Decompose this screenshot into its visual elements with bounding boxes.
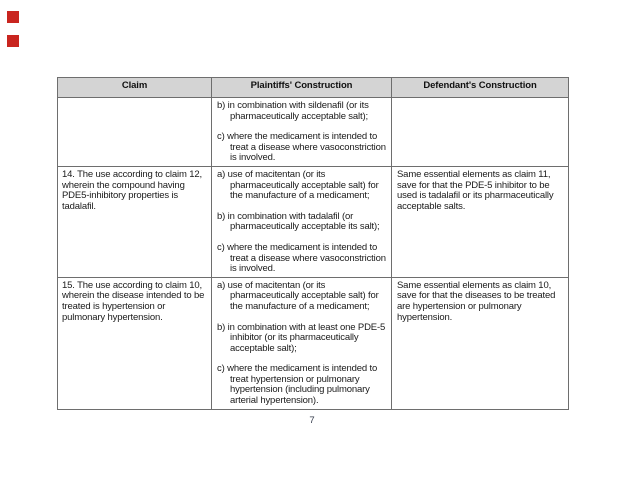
red-square-marker-bottom [7, 35, 19, 47]
construction-item-a: a) use of macitentan (or its pharmaceutically acceptable salt) for the manufacture of a medicament; [217, 279, 379, 312]
table-row-claim14 [58, 166, 569, 277]
construction-item-b: b) in combination with tadalafil (or pharmaceutically acceptable its salt); [217, 210, 380, 233]
table-row-claim13-continued [58, 98, 569, 167]
construction-item-b: b) in combination with at least one PDE-5 inhibitor (or its pharmaceutically acceptable salt); [217, 321, 386, 354]
construction-item-c: c) where the medicament is intended to treat a disease where vasoconstriction is involved. [217, 241, 386, 275]
claim-cell: 15. The use according to claim 10, wherein the disease intended to be treated is hypertension or pulmonary hypertension. [58, 277, 212, 409]
column-header-claim: Claim [58, 78, 212, 98]
column-header-plaintiffs-construction: Plaintiffs' Construction [212, 78, 392, 98]
plaintiffs-construction-cell [212, 166, 392, 277]
defendants-construction-cell: Same essential elements as claim 11, save for that the PDE-5 inhibitor to be used is tadalafil or its pharmaceutically acceptable salts. [392, 166, 569, 277]
page-number: 7 [309, 415, 315, 426]
construction-item-c: c) where the medicament is intended to treat a disease where vasoconstriction is involved. [217, 131, 386, 164]
defendants-construction-cell: Same essential elements as claim 10, save for that the diseases to be treated are hypertension or pulmonary hypertension. [392, 277, 569, 409]
plaintiffs-construction-cell [212, 277, 392, 409]
construction-item-b: b) in combination with sildenafil (or its pharmaceutically acceptable salt); [217, 100, 369, 122]
construction-item-c: c) where the medicament is intended to treat hypertension or pulmonary hypertension (including pulmonary arterial hypertension). [217, 363, 378, 407]
defendants-construction-cell [392, 98, 569, 167]
claim-cell [58, 98, 212, 167]
plaintiffs-construction-cell [212, 98, 392, 167]
red-square-marker-top [7, 11, 19, 23]
table-header-row [58, 78, 569, 98]
table-row-claim15 [58, 277, 569, 409]
construction-item-a: a) use of macitentan (or its pharmaceutically acceptable salt) for the manufacture of a medicament; [217, 168, 379, 202]
claim-construction-table [57, 77, 569, 410]
claim-cell: 14. The use according to claim 12, wherein the compound having PDE5-inhibitory properties is tadalafil. [58, 166, 212, 277]
column-header-defendants-construction: Defendant's Construction [392, 78, 569, 98]
